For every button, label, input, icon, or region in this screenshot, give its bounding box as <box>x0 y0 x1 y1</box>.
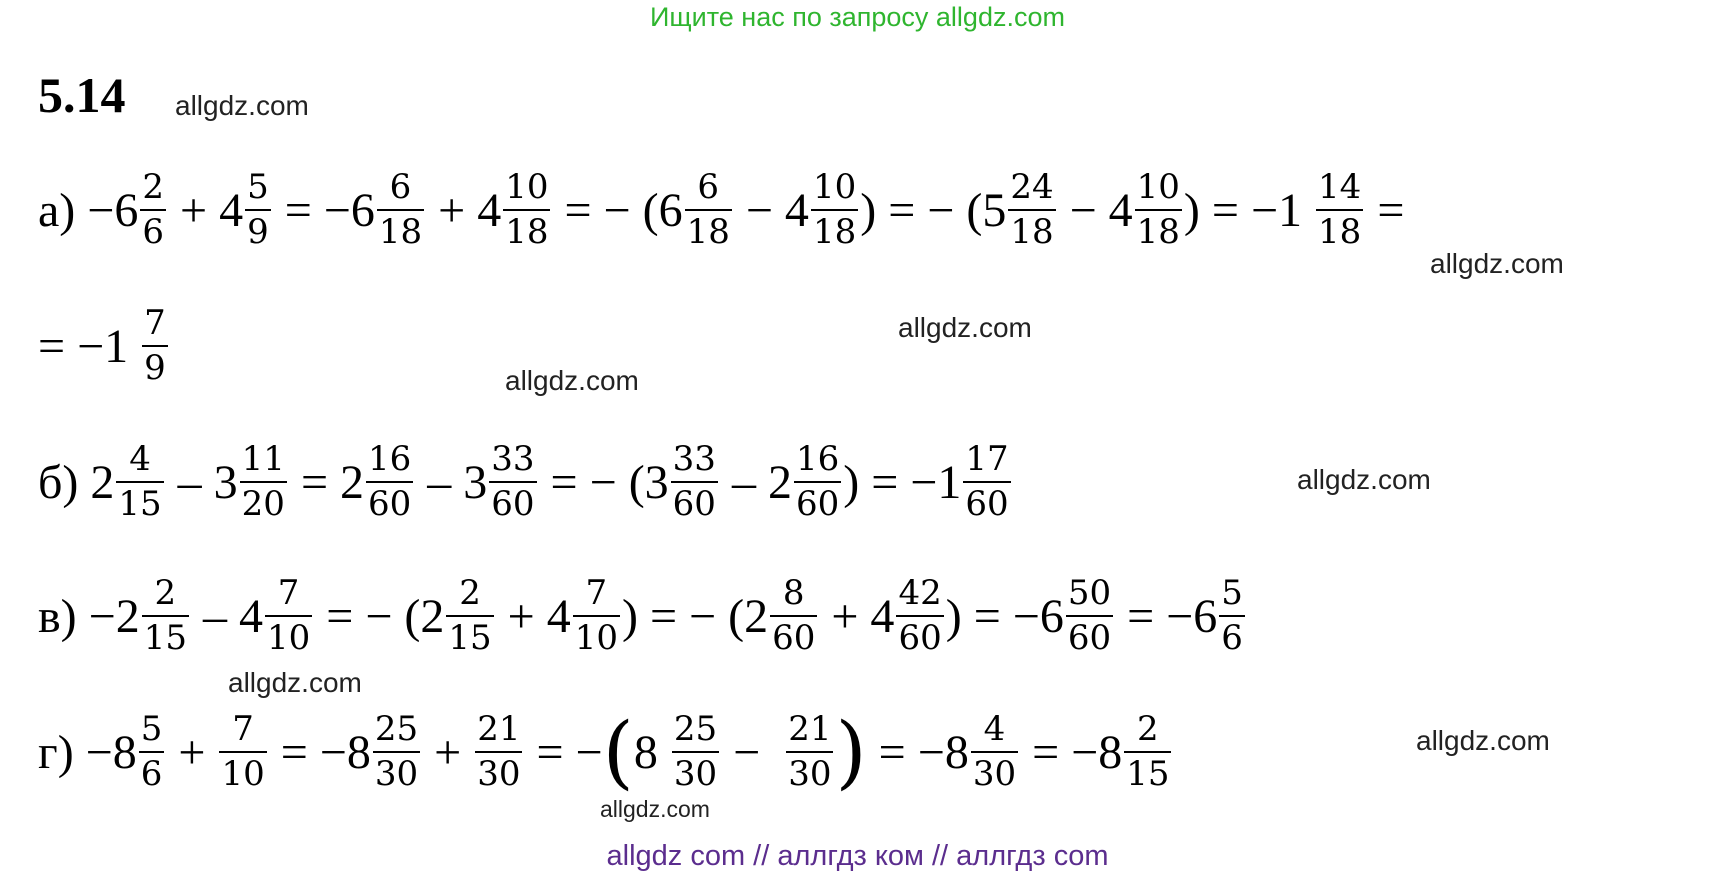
expression-text: = 2 <box>288 455 365 509</box>
expression-text: + 4 <box>495 589 571 643</box>
large-parenthesis: ) <box>835 705 867 798</box>
fraction-numerator: 2 <box>459 572 481 613</box>
expression-text: − 4 <box>733 183 809 237</box>
fraction-denominator: 60 <box>671 481 718 524</box>
expression-text: г) −8 <box>38 725 137 779</box>
expression-text: ) = −6 <box>945 589 1064 643</box>
fraction-denominator: 18 <box>1316 209 1363 252</box>
expression-text: – 3 <box>415 455 488 509</box>
fraction-numerator: 5 <box>247 166 269 207</box>
fraction <box>489 440 536 524</box>
fraction-numerator: 25 <box>374 708 419 749</box>
fraction <box>971 710 1018 794</box>
expression-text: + 4 <box>168 183 244 237</box>
fraction-numerator: 7 <box>585 572 608 613</box>
fraction <box>219 710 266 794</box>
fraction-numerator: 50 <box>1067 572 1112 613</box>
expression-text: + 4 <box>819 589 895 643</box>
fraction <box>265 574 312 658</box>
watermark: allgdz.com <box>898 312 1032 343</box>
fraction-numerator: 16 <box>368 438 412 479</box>
expression-text: = −1 <box>38 319 141 373</box>
expression-text: = − (3 <box>538 455 669 509</box>
expression-text: – 2 <box>719 455 792 509</box>
fraction-numerator: 21 <box>788 708 832 749</box>
fraction <box>770 574 817 658</box>
fraction <box>446 574 493 658</box>
fraction-denominator: 18 <box>685 209 732 252</box>
expression-text: + 4 <box>426 183 502 237</box>
fraction-numerator: 5 <box>1221 572 1243 613</box>
fraction-numerator: 4 <box>129 438 151 479</box>
fraction-denominator: 15 <box>116 481 163 524</box>
equation-g <box>38 702 1173 802</box>
fraction <box>366 440 413 524</box>
fraction-denominator: 60 <box>489 481 536 524</box>
fraction <box>1219 574 1245 658</box>
expression-text: ) = −1 <box>1183 183 1315 237</box>
expression-text: ) = − (2 <box>621 589 769 643</box>
fraction-denominator: 9 <box>245 209 271 252</box>
fraction-numerator: 7 <box>277 572 300 613</box>
fraction-denominator: 6 <box>139 751 165 794</box>
expression-text: а) −6 <box>38 183 139 237</box>
fraction <box>963 440 1010 524</box>
fraction-numerator: 42 <box>898 572 942 613</box>
fraction <box>1066 574 1113 658</box>
fraction-denominator: 60 <box>770 615 817 658</box>
fraction <box>475 710 522 794</box>
fraction-denominator: 60 <box>896 615 943 658</box>
fraction-numerator: 7 <box>144 302 166 343</box>
fraction <box>1135 168 1182 252</box>
expression-text: – 3 <box>165 455 238 509</box>
expression-text: + <box>166 725 218 779</box>
fraction <box>377 168 424 252</box>
fraction-denominator: 18 <box>1135 209 1182 252</box>
fraction-numerator: 2 <box>142 166 164 207</box>
fraction-numerator: 6 <box>697 166 720 207</box>
expression-text: 8 <box>633 725 670 779</box>
fraction <box>140 168 166 252</box>
fraction-numerator: 16 <box>795 438 840 479</box>
fraction <box>373 710 420 794</box>
problem-number: 5.14 <box>38 67 126 123</box>
expression-text: = − (6 <box>552 183 683 237</box>
fraction <box>240 440 287 524</box>
fraction-denominator: 15 <box>446 615 493 658</box>
equation-b <box>38 432 1013 532</box>
fraction-denominator: 30 <box>672 751 719 794</box>
fraction-numerator: 4 <box>983 708 1006 749</box>
fraction-numerator: 10 <box>1136 166 1180 207</box>
fraction-denominator: 9 <box>142 345 168 388</box>
fraction-denominator: 10 <box>573 615 620 658</box>
fraction-numerator: 6 <box>389 166 412 207</box>
fraction-denominator: 60 <box>1066 615 1113 658</box>
fraction <box>245 168 271 252</box>
fraction-numerator: 14 <box>1318 166 1362 207</box>
fraction-numerator: 33 <box>672 438 716 479</box>
expression-text: = − (2 <box>314 589 445 643</box>
fraction-denominator: 30 <box>786 751 833 794</box>
fraction-numerator: 2 <box>154 572 177 613</box>
expression-text: = −8 <box>268 725 371 779</box>
fraction <box>671 440 718 524</box>
fraction <box>139 710 165 794</box>
fraction-numerator: 11 <box>241 438 285 479</box>
fraction-denominator: 6 <box>140 209 166 252</box>
fraction <box>142 574 189 658</box>
fraction <box>1008 168 1055 252</box>
fraction-numerator: 5 <box>140 708 163 749</box>
watermark: allgdz.com <box>228 667 362 698</box>
fraction-numerator: 10 <box>812 166 857 207</box>
fraction-numerator: 25 <box>673 708 718 749</box>
expression-text: = − <box>524 725 603 779</box>
fraction <box>794 440 841 524</box>
fraction-denominator: 60 <box>963 481 1010 524</box>
watermark: allgdz.com <box>600 796 710 822</box>
fraction-denominator: 18 <box>811 209 858 252</box>
watermark-title: allgdz.com <box>175 90 309 121</box>
fraction <box>142 304 168 388</box>
fraction-numerator: 8 <box>782 572 805 613</box>
fraction-denominator: 30 <box>475 751 522 794</box>
watermark: allgdz.com <box>505 365 639 396</box>
fraction <box>503 168 550 252</box>
fraction-denominator: 30 <box>373 751 420 794</box>
fraction <box>786 710 833 794</box>
expression-text: = −8 <box>866 725 969 779</box>
fraction-denominator: 60 <box>794 481 841 524</box>
fraction <box>116 440 163 524</box>
expression-text: = −6 <box>1115 589 1218 643</box>
watermark: allgdz.com <box>1430 248 1564 279</box>
fraction <box>811 168 858 252</box>
fraction-denominator: 18 <box>1008 209 1055 252</box>
fraction <box>896 574 943 658</box>
expression-text: ) = −1 <box>843 455 962 509</box>
fraction <box>672 710 719 794</box>
fraction-numerator: 21 <box>477 708 521 749</box>
expression-text: – 4 <box>190 589 263 643</box>
top-banner: Ищите нас по запросу allgdz.com <box>650 2 1065 32</box>
fraction-denominator: 10 <box>265 615 312 658</box>
large-parenthesis: ( <box>602 705 634 798</box>
expression-text: + <box>422 725 474 779</box>
fraction <box>573 574 620 658</box>
expression-text: в) −2 <box>38 589 140 643</box>
bottom-banner: allgdz com // аллгдз ком // аллгдз com <box>606 840 1109 872</box>
expression-text: ) = − (5 <box>860 183 1007 237</box>
fraction-denominator: 18 <box>377 209 424 252</box>
fraction-denominator: 6 <box>1219 615 1245 658</box>
fraction-denominator: 30 <box>971 751 1018 794</box>
equation-a-line1 <box>38 160 1404 260</box>
fraction-denominator: 10 <box>219 751 266 794</box>
fraction-numerator: 10 <box>505 166 549 207</box>
fraction-denominator: 18 <box>503 209 550 252</box>
fraction-numerator: 2 <box>1137 708 1159 749</box>
expression-text: = <box>1365 183 1405 237</box>
expression-text: б) 2 <box>38 455 115 509</box>
fraction-numerator: 33 <box>491 438 535 479</box>
fraction-denominator: 15 <box>142 615 189 658</box>
expression-text: = −6 <box>272 183 375 237</box>
expression-text: − <box>721 725 785 779</box>
equation-a-line2 <box>38 296 170 396</box>
fraction-numerator: 17 <box>965 438 1009 479</box>
fraction-numerator: 7 <box>232 708 254 749</box>
fraction-denominator: 60 <box>366 481 413 524</box>
fraction-denominator: 15 <box>1124 751 1171 794</box>
fraction <box>1316 168 1363 252</box>
expression-text: − 4 <box>1057 183 1133 237</box>
watermark: allgdz.com <box>1416 725 1550 756</box>
watermark: allgdz.com <box>1297 464 1431 495</box>
fraction-numerator: 24 <box>1010 166 1054 207</box>
expression-text: = −8 <box>1020 725 1123 779</box>
fraction <box>685 168 732 252</box>
fraction <box>1124 710 1171 794</box>
fraction-denominator: 20 <box>240 481 287 524</box>
equation-v <box>38 566 1247 666</box>
